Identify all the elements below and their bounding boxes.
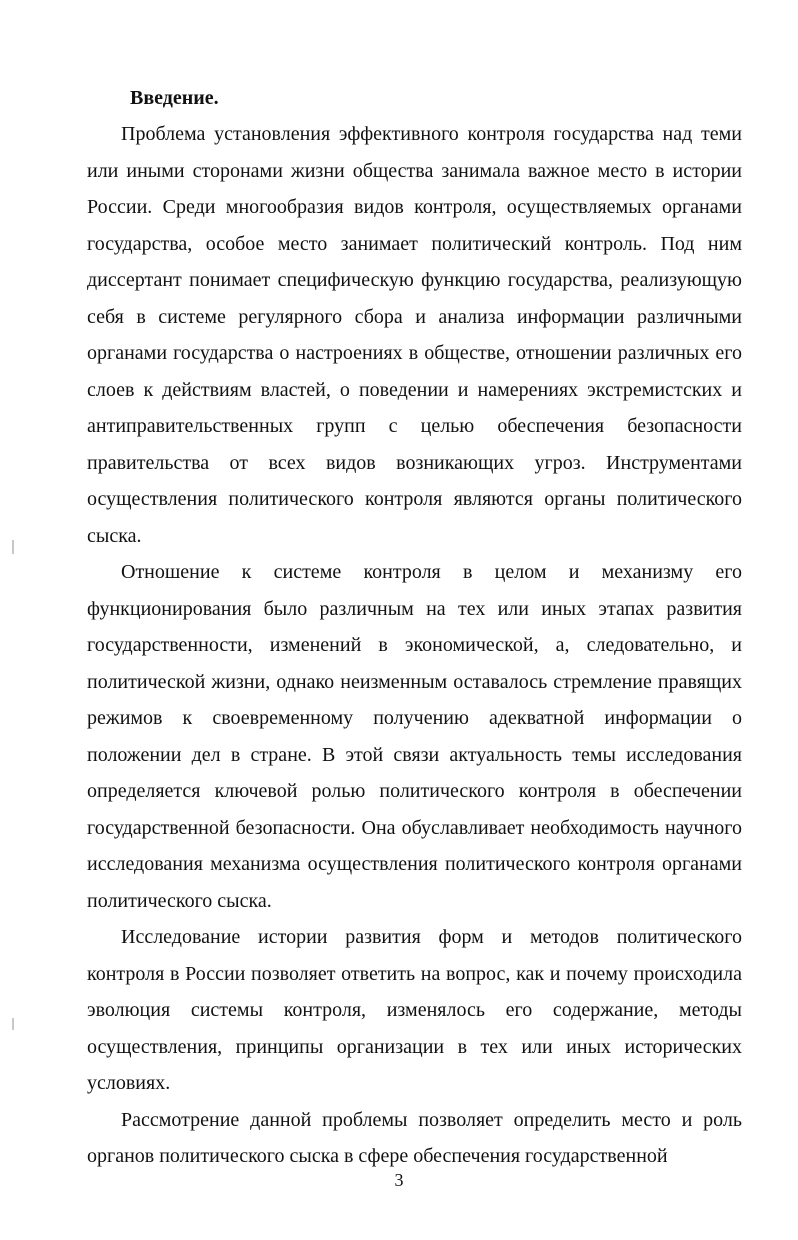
page-number: 3 <box>394 1170 404 1190</box>
section-heading: Введение. <box>130 87 219 109</box>
scan-margin-mark <box>12 1018 14 1030</box>
paragraph-2: Отношение к системе контроля в целом и механизму его функционирования было различным на тех или иных этапах развития государственности, изменений в экономической, а, следовательно, и политической жизни, однако неизменным оставалось стремление правящих режимов к своевременному получению адекватной информации о положении дел в стране. В этой связи актуальность темы исследования определяется ключевой ролью политического контроля в обеспечении государственной безопасности. Она обуславливает необходимость научного исследования механизма осуществления политического контроля органами политического сыска. <box>87 561 742 912</box>
scan-margin-mark <box>12 540 14 554</box>
paragraph-4: Рассмотрение данной проблемы позволяет определить место и роль органов политического сыска в сфере обеспечения государственной <box>87 1108 742 1167</box>
body-text <box>87 116 742 1175</box>
paragraph-1: Проблема установления эффективного контроля государства над теми или иными сторонами жизни общества занимала важное место в истории России. Среди многообразия видов контроля, осуществляемых органами государства, особое место занимает политический контроль. Под ним диссертант понимает специфическую функцию государства, реализующую себя в системе регулярного сбора и анализа информации различными органами государства о настроениях в обществе, отношении различных его слоев к действиям властей, о поведении и намерениях экстремистских и антиправительственных групп с целью обеспечения безопасности правительства от всех видов возникающих угроз. Инструментами осуществления политического контроля являются органы политического сыска. <box>87 123 742 547</box>
paragraph-3: Исследование истории развития форм и методов политического контроля в России позволяет ответить на вопрос, как и почему происходила эволюция системы контроля, изменялось его содержание, методы осуществления, принципы организации в тех или иных исторических условиях. <box>87 926 742 1094</box>
